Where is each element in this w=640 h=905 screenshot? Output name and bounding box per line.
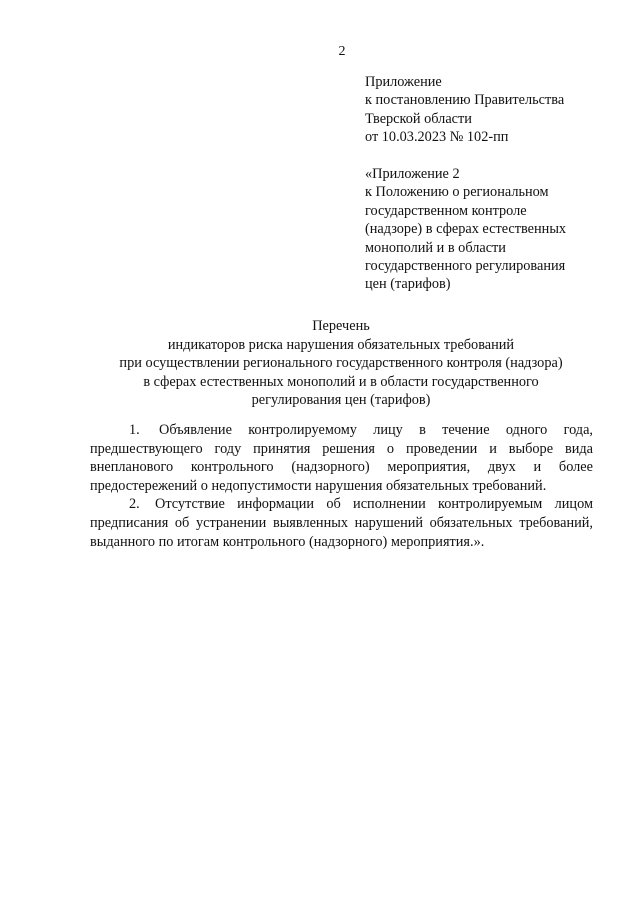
appendix-header-line: Тверской области bbox=[365, 110, 472, 127]
indicator-number: 1. bbox=[129, 422, 140, 438]
appendix-quote-line: монополий и в области bbox=[365, 239, 506, 256]
appendix-quote-line: государственного регулирования bbox=[365, 258, 566, 275]
indicator-text: Объявление контролируемому лицу в течение одного года, предшествующего году принятия решения о проведении и выборе вида внепланового контрольного (надзорного) мероприятия, двух и более предостережений о недопустимости нарушения обязательных требований. bbox=[90, 422, 594, 494]
indicator-text: Отсутствие информации об исполнении контролируемым лицом предписания об устранении выявленных нарушений обязательных требований, выданного по итогам контрольного (надзорного) мероприятия.». bbox=[90, 496, 593, 550]
appendix-quote-line: к Положению о региональном bbox=[365, 184, 549, 201]
appendix-spacer bbox=[365, 147, 615, 165]
indicator-item bbox=[90, 421, 593, 495]
appendix-quote-line: государственном контроле bbox=[365, 202, 527, 219]
title-line: при осуществлении регионального государственного контроля (надзора) bbox=[119, 355, 563, 372]
appendix-header-line: от 10.03.2023 № 102-пп bbox=[365, 129, 509, 146]
title-line: Перечень bbox=[312, 318, 370, 334]
document-title bbox=[90, 317, 592, 410]
appendix-quote-line: (надзоре) в сферах естественных bbox=[365, 221, 567, 238]
title-line: регулирования цен (тарифов) bbox=[251, 392, 431, 409]
title-line: в сферах естественных монополий и в области государственного bbox=[143, 373, 539, 390]
page-number: 2 bbox=[338, 44, 346, 59]
indicator-number: 2. bbox=[129, 496, 140, 513]
appendix-quote-line: цен (тарифов) bbox=[365, 276, 451, 293]
appendix-block bbox=[365, 73, 615, 294]
appendix-header-line: к постановлению Правительства bbox=[365, 92, 565, 109]
title-line: индикаторов риска нарушения обязательных требований bbox=[167, 336, 515, 353]
indicator-list bbox=[90, 421, 593, 551]
indicator-item bbox=[90, 495, 593, 551]
appendix-header-line: Приложение bbox=[365, 74, 442, 90]
appendix-quote-line: «Приложение 2 bbox=[365, 166, 460, 183]
